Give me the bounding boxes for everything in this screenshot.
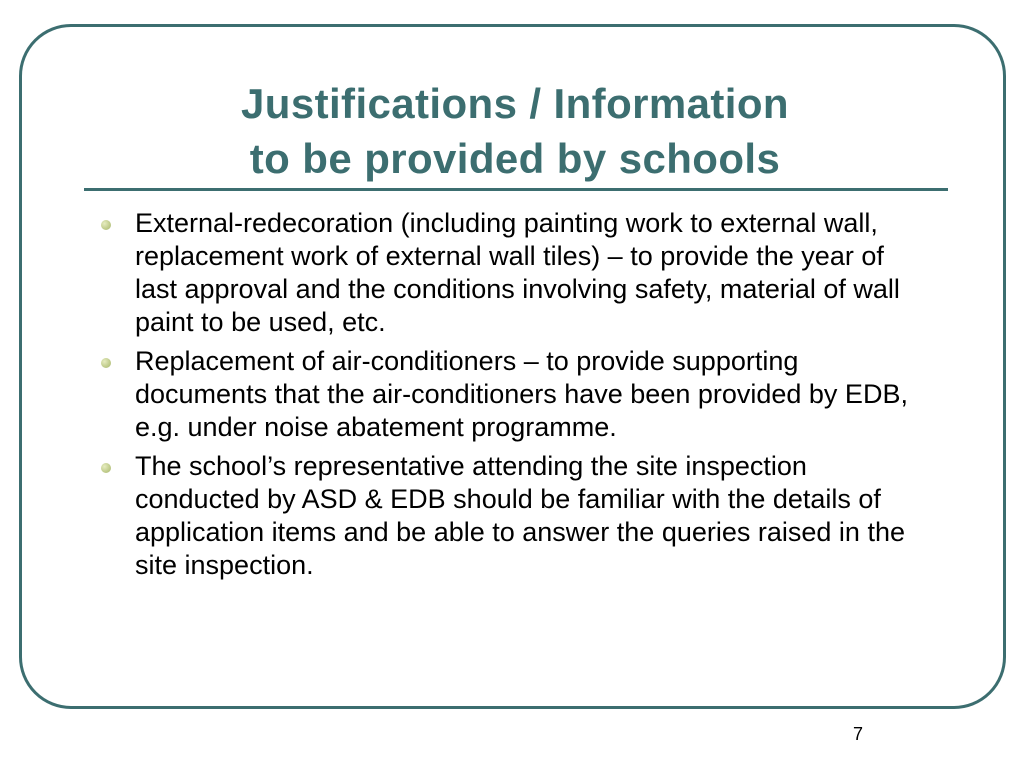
bullet-dot-icon	[101, 358, 111, 368]
title-divider	[84, 188, 948, 191]
bullet-item-site-inspection	[96, 450, 926, 582]
bullet-item-external-redecoration	[96, 207, 926, 339]
page-number: 7	[852, 724, 863, 744]
bullet-text: External-redecoration (including painting work to external wall, replacement work of external wall tiles) – to provide the year of last approval and the conditions involving safety, material of wall paint to be used, etc.	[135, 208, 900, 337]
title-line-2: to be provided by schools	[249, 135, 781, 182]
bullet-text: The school’s representative attending the site inspection conducted by ASD & EDB should be familiar with the details of application items and be able to answer the queries raised in the site inspection.	[135, 451, 905, 580]
bullet-dot-icon	[101, 463, 111, 473]
bullet-item-air-conditioners	[96, 345, 926, 444]
title-line-1: Justifications / Information	[241, 80, 789, 127]
bullet-list	[96, 207, 926, 588]
bullet-text: Replacement of air-conditioners – to provide supporting documents that the air-conditioners have been provided by EDB, e.g. under noise abatement programme.	[135, 346, 908, 442]
bullet-dot-icon	[101, 220, 111, 230]
slide-title	[80, 76, 950, 186]
